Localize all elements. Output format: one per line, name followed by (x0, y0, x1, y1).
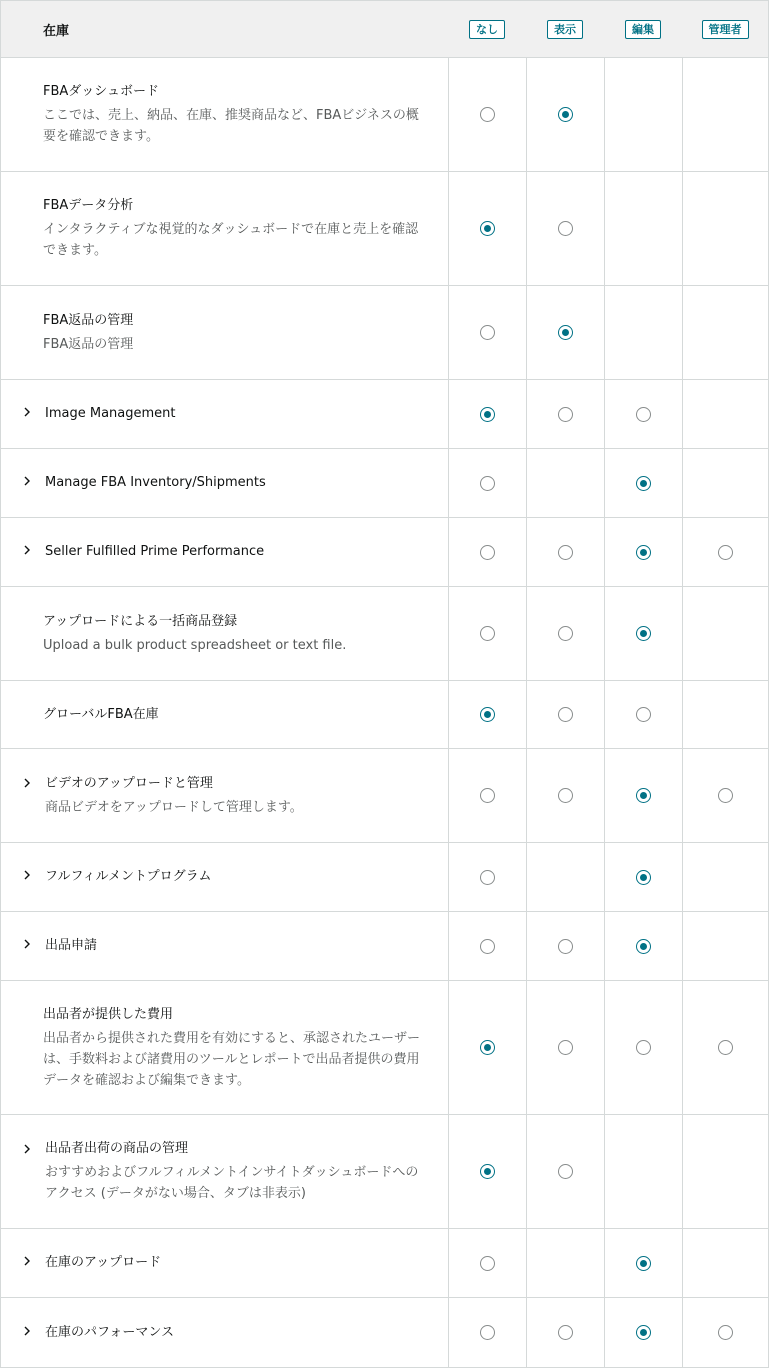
permission-title: 在庫のパフォーマンス (45, 1324, 174, 1340)
table-row (1, 1115, 768, 1229)
radio-none[interactable] (480, 107, 495, 122)
radio-edit[interactable] (636, 476, 651, 491)
permission-cell-view (526, 1298, 604, 1367)
permission-cell-view (526, 587, 604, 680)
permission-cell-none (448, 380, 526, 448)
radio-view[interactable] (558, 107, 573, 122)
radio-admin[interactable] (718, 545, 733, 560)
permission-cell-view (526, 912, 604, 980)
permission-name-cell[interactable] (1, 1229, 448, 1297)
permission-cell-admin (682, 749, 768, 842)
permission-name-cell (1, 981, 448, 1114)
permission-cell-view (526, 981, 604, 1114)
permission-cell-admin (682, 58, 768, 171)
permission-name-cell[interactable] (1, 749, 448, 842)
table-header (1, 1, 768, 58)
permission-cell-admin (682, 1229, 768, 1297)
permission-cell-none (448, 912, 526, 980)
permission-cell-edit (604, 981, 682, 1114)
chevron-right-icon[interactable] (23, 777, 31, 789)
permission-cell-admin (682, 1298, 768, 1367)
chevron-right-icon[interactable] (23, 938, 31, 950)
permission-name-cell (1, 681, 448, 748)
radio-edit[interactable] (636, 1040, 651, 1055)
permission-name-cell (1, 286, 448, 379)
radio-edit[interactable] (636, 939, 651, 954)
permission-description: おすすめおよびフルフィルメントインサイトダッシュボードへのアクセス (データがない場合、タブは非表示) (45, 1165, 419, 1201)
radio-none[interactable] (480, 788, 495, 803)
permission-cell-edit (604, 380, 682, 448)
permission-cell-admin (682, 587, 768, 680)
permission-cell-edit (604, 172, 682, 285)
radio-view[interactable] (558, 1040, 573, 1055)
chevron-right-icon[interactable] (23, 1143, 31, 1155)
radio-none[interactable] (480, 707, 495, 722)
table-row (1, 681, 768, 749)
radio-none[interactable] (480, 1164, 495, 1179)
chevron-right-icon[interactable] (23, 475, 31, 487)
permission-name-cell[interactable] (1, 1115, 448, 1228)
radio-view[interactable] (558, 545, 573, 560)
permission-name-cell (1, 587, 448, 680)
radio-none[interactable] (480, 221, 495, 236)
permission-title: Manage FBA Inventory/Shipments (45, 475, 266, 490)
radio-none[interactable] (480, 939, 495, 954)
radio-none[interactable] (480, 407, 495, 422)
chevron-right-icon[interactable] (23, 1325, 31, 1337)
permission-cell-view (526, 449, 604, 517)
column-none-label: なし (469, 20, 505, 39)
permission-cell-edit (604, 843, 682, 911)
radio-none[interactable] (480, 1040, 495, 1055)
permission-cell-view (526, 518, 604, 586)
permission-cell-none (448, 749, 526, 842)
permission-cell-admin (682, 681, 768, 748)
permission-description: FBA返品の管理 (43, 336, 134, 352)
permission-cell-none (448, 1229, 526, 1297)
permission-title: アップロードによる一括商品登録 (43, 613, 238, 629)
radio-edit[interactable] (636, 407, 651, 422)
permission-cell-none (448, 172, 526, 285)
radio-none[interactable] (480, 545, 495, 560)
table-row (1, 843, 768, 912)
column-view-label: 表示 (547, 20, 583, 39)
radio-view[interactable] (558, 939, 573, 954)
permission-title: Seller Fulfilled Prime Performance (45, 544, 265, 559)
permission-description: Upload a bulk product spreadsheet or text file. (43, 637, 347, 653)
permission-cell-edit (604, 518, 682, 586)
table-row (1, 380, 768, 449)
permission-cell-view (526, 172, 604, 285)
permission-cell-admin (682, 172, 768, 285)
permission-title: ビデオのアップロードと管理 (45, 775, 213, 791)
permission-cell-edit (604, 1229, 682, 1297)
permission-name-cell[interactable] (1, 449, 448, 517)
permission-cell-admin (682, 518, 768, 586)
permission-cell-view (526, 843, 604, 911)
radio-edit[interactable] (636, 545, 651, 560)
radio-none[interactable] (480, 325, 495, 340)
permission-cell-none (448, 518, 526, 586)
permission-cell-edit (604, 1298, 682, 1367)
table-row (1, 286, 768, 380)
radio-edit[interactable] (636, 1256, 651, 1271)
permission-title: FBA返品の管理 (43, 312, 134, 328)
table-row (1, 449, 768, 518)
radio-view[interactable] (558, 221, 573, 236)
permission-name-cell[interactable] (1, 912, 448, 980)
permission-cell-view (526, 1229, 604, 1297)
column-edit-label: 編集 (625, 20, 661, 39)
permission-cell-admin (682, 380, 768, 448)
chevron-right-icon[interactable] (23, 544, 31, 556)
permission-cell-edit (604, 1115, 682, 1228)
radio-edit[interactable] (636, 788, 651, 803)
permission-cell-view (526, 681, 604, 748)
permission-cell-edit (604, 749, 682, 842)
permission-cell-edit (604, 681, 682, 748)
permission-cell-view (526, 286, 604, 379)
radio-view[interactable] (558, 1164, 573, 1179)
permission-cell-view (526, 1115, 604, 1228)
table-row (1, 518, 768, 587)
permission-cell-view (526, 380, 604, 448)
table-row (1, 587, 768, 681)
radio-view[interactable] (558, 325, 573, 340)
permission-name-cell (1, 172, 448, 285)
radio-view[interactable] (558, 626, 573, 641)
permission-cell-edit (604, 912, 682, 980)
permission-name-cell[interactable] (1, 843, 448, 911)
table-row (1, 912, 768, 981)
permission-title: Image Management (45, 406, 176, 421)
radio-admin[interactable] (718, 1325, 733, 1340)
section-title: 在庫 (43, 23, 70, 39)
permission-cell-view (526, 749, 604, 842)
permission-cell-admin (682, 1115, 768, 1228)
permission-cell-none (448, 843, 526, 911)
permission-cell-view (526, 58, 604, 171)
table-row (1, 749, 768, 843)
permission-cell-edit (604, 58, 682, 171)
radio-edit[interactable] (636, 626, 651, 641)
permission-description: 商品ビデオをアップロードして管理します。 (45, 799, 303, 815)
radio-view[interactable] (558, 707, 573, 722)
permission-name-cell (1, 58, 448, 171)
permission-cell-admin (682, 981, 768, 1114)
radio-none[interactable] (480, 1256, 495, 1271)
permission-description: ここでは、売上、納品、在庫、推奨商品など、FBAビジネスの概要を確認できます。 (43, 108, 419, 144)
permission-cell-edit (604, 449, 682, 517)
permission-title: FBAデータ分析 (43, 198, 134, 213)
permission-name-cell[interactable] (1, 1298, 448, 1367)
chevron-right-icon[interactable] (23, 1255, 31, 1267)
radio-none[interactable] (480, 1325, 495, 1340)
radio-edit[interactable] (636, 870, 651, 885)
permission-title: 出品者が提供した費用 (43, 1006, 174, 1022)
table-row (1, 981, 768, 1115)
permission-name-cell[interactable] (1, 380, 448, 448)
radio-admin[interactable] (718, 1040, 733, 1055)
permission-cell-none (448, 681, 526, 748)
radio-edit[interactable] (636, 707, 651, 722)
permission-title: グローバルFBA在庫 (43, 706, 159, 722)
permission-cell-edit (604, 286, 682, 379)
permission-cell-admin (682, 843, 768, 911)
table-row (1, 1229, 768, 1298)
column-admin-label: 管理者 (702, 20, 749, 39)
permission-cell-none (448, 449, 526, 517)
permission-cell-none (448, 58, 526, 171)
radio-view[interactable] (558, 1325, 573, 1340)
permission-title: 出品申請 (45, 938, 98, 953)
permission-cell-admin (682, 912, 768, 980)
radio-admin[interactable] (718, 788, 733, 803)
permission-cell-none (448, 1298, 526, 1367)
permission-title: 出品者出荷の商品の管理 (45, 1141, 189, 1156)
radio-view[interactable] (558, 407, 573, 422)
permission-description: インタラクティブな視覚的なダッシュボードで在庫と売上を確認できます。 (43, 222, 419, 258)
permission-rows (1, 58, 768, 1367)
radio-view[interactable] (558, 788, 573, 803)
chevron-right-icon[interactable] (23, 406, 31, 418)
permission-cell-none (448, 981, 526, 1114)
permission-title: 在庫のアップロード (45, 1255, 162, 1270)
permission-name-cell[interactable] (1, 518, 448, 586)
permission-cell-none (448, 587, 526, 680)
permission-cell-admin (682, 449, 768, 517)
table-row (1, 58, 768, 172)
permission-cell-none (448, 1115, 526, 1228)
radio-none[interactable] (480, 870, 495, 885)
permission-cell-admin (682, 286, 768, 379)
chevron-right-icon[interactable] (23, 869, 31, 881)
permission-title: FBAダッシュボード (43, 84, 160, 99)
table-row (1, 172, 768, 286)
permission-description: 出品者から提供された費用を有効にすると、承認されたユーザーは、手数料および諸費用のツールとレポートで出品者提供の費用データを確認および編集できます。 (43, 1030, 421, 1088)
radio-none[interactable] (480, 476, 495, 491)
permission-cell-edit (604, 587, 682, 680)
radio-none[interactable] (480, 626, 495, 641)
radio-edit[interactable] (636, 1325, 651, 1340)
permission-title: フルフィルメントプログラム (45, 869, 212, 884)
table-row (1, 1298, 768, 1367)
permission-cell-none (448, 286, 526, 379)
